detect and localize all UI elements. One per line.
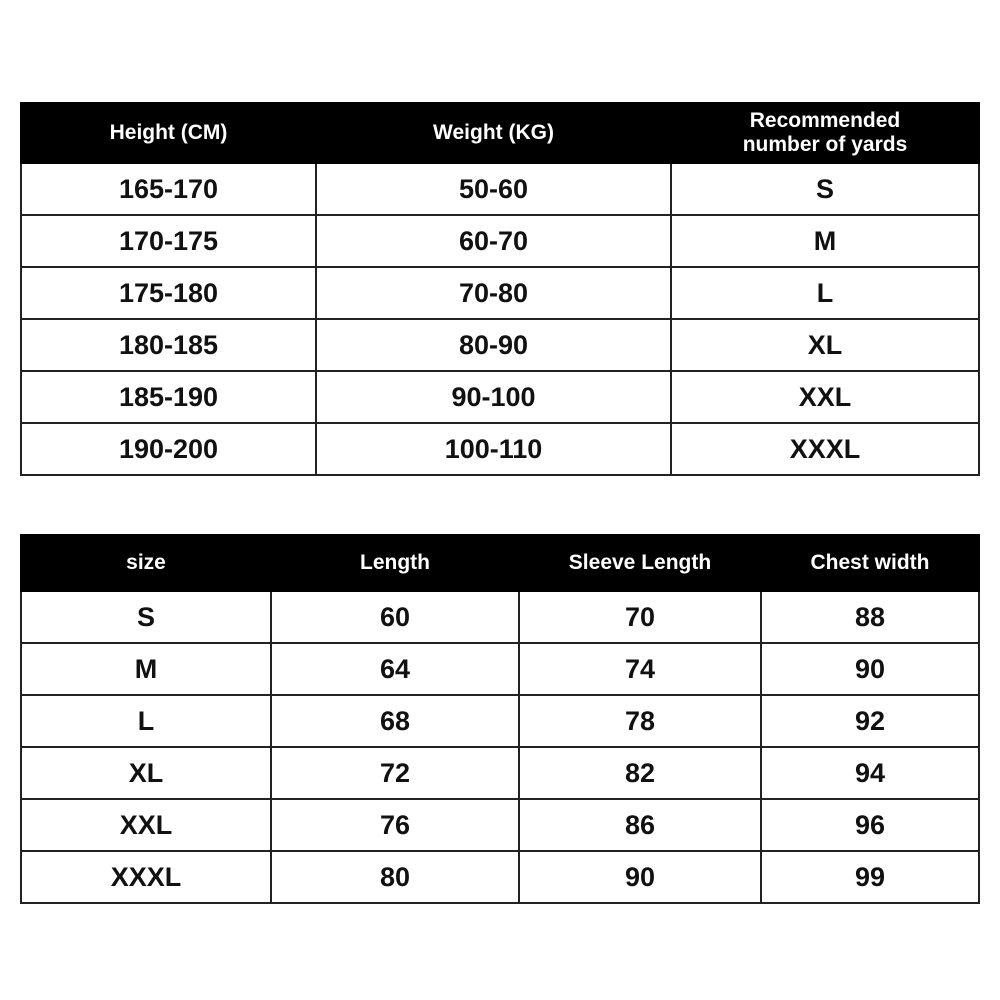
size-cell: L — [21, 695, 271, 747]
header-length: Length — [271, 535, 519, 591]
size-cell: XXXL — [671, 423, 979, 475]
table-row — [21, 423, 979, 475]
table-row — [21, 371, 979, 423]
table-row — [21, 591, 979, 643]
table-row — [21, 267, 979, 319]
height-weight-size-table — [20, 102, 980, 476]
table-row — [21, 695, 979, 747]
length-cell: 76 — [271, 799, 519, 851]
sleeve-length-cell: 82 — [519, 747, 761, 799]
sleeve-length-cell: 90 — [519, 851, 761, 903]
sleeve-length-cell: 70 — [519, 591, 761, 643]
height-cell: 170-175 — [21, 215, 316, 267]
table-row — [21, 747, 979, 799]
weight-cell: 100-110 — [316, 423, 671, 475]
chest-width-cell: 92 — [761, 695, 979, 747]
table-row — [21, 319, 979, 371]
chest-width-cell: 90 — [761, 643, 979, 695]
header-chest-width: Chest width — [761, 535, 979, 591]
header-weight: Weight (KG) — [316, 103, 671, 163]
size-cell: XXL — [21, 799, 271, 851]
length-cell: 72 — [271, 747, 519, 799]
table-row — [21, 163, 979, 215]
header-sleeve-length: Sleeve Length — [519, 535, 761, 591]
sleeve-length-cell: 74 — [519, 643, 761, 695]
chest-width-cell: 88 — [761, 591, 979, 643]
length-cell: 64 — [271, 643, 519, 695]
size-cell: XXL — [671, 371, 979, 423]
weight-cell: 70-80 — [316, 267, 671, 319]
sleeve-length-cell: 78 — [519, 695, 761, 747]
size-cell: L — [671, 267, 979, 319]
size-cell: XXXL — [21, 851, 271, 903]
size-cell: XL — [21, 747, 271, 799]
height-cell: 190-200 — [21, 423, 316, 475]
size-cell: XL — [671, 319, 979, 371]
length-cell: 80 — [271, 851, 519, 903]
table-row — [21, 851, 979, 903]
weight-cell: 60-70 — [316, 215, 671, 267]
height-cell: 165-170 — [21, 163, 316, 215]
size-cell: M — [671, 215, 979, 267]
height-cell: 185-190 — [21, 371, 316, 423]
weight-cell: 90-100 — [316, 371, 671, 423]
weight-cell: 80-90 — [316, 319, 671, 371]
height-cell: 180-185 — [21, 319, 316, 371]
table-row — [21, 799, 979, 851]
chest-width-cell: 94 — [761, 747, 979, 799]
height-cell: 175-180 — [21, 267, 316, 319]
length-cell: 60 — [271, 591, 519, 643]
header-height: Height (CM) — [21, 103, 316, 163]
length-cell: 68 — [271, 695, 519, 747]
size-cell: M — [21, 643, 271, 695]
header-recommended-size — [671, 103, 979, 163]
table-row — [21, 643, 979, 695]
header-row — [21, 535, 979, 591]
size-cell: S — [21, 591, 271, 643]
chest-width-cell: 96 — [761, 799, 979, 851]
header-recommended-line-1: Recommended — [749, 108, 901, 132]
weight-cell: 50-60 — [316, 163, 671, 215]
header-recommended-line-2: number of yards — [742, 133, 908, 156]
table-row — [21, 215, 979, 267]
chest-width-cell: 99 — [761, 851, 979, 903]
garment-measurement-table — [20, 534, 980, 904]
sleeve-length-cell: 86 — [519, 799, 761, 851]
size-cell: S — [671, 163, 979, 215]
header-size: size — [21, 535, 271, 591]
header-row — [21, 103, 979, 163]
